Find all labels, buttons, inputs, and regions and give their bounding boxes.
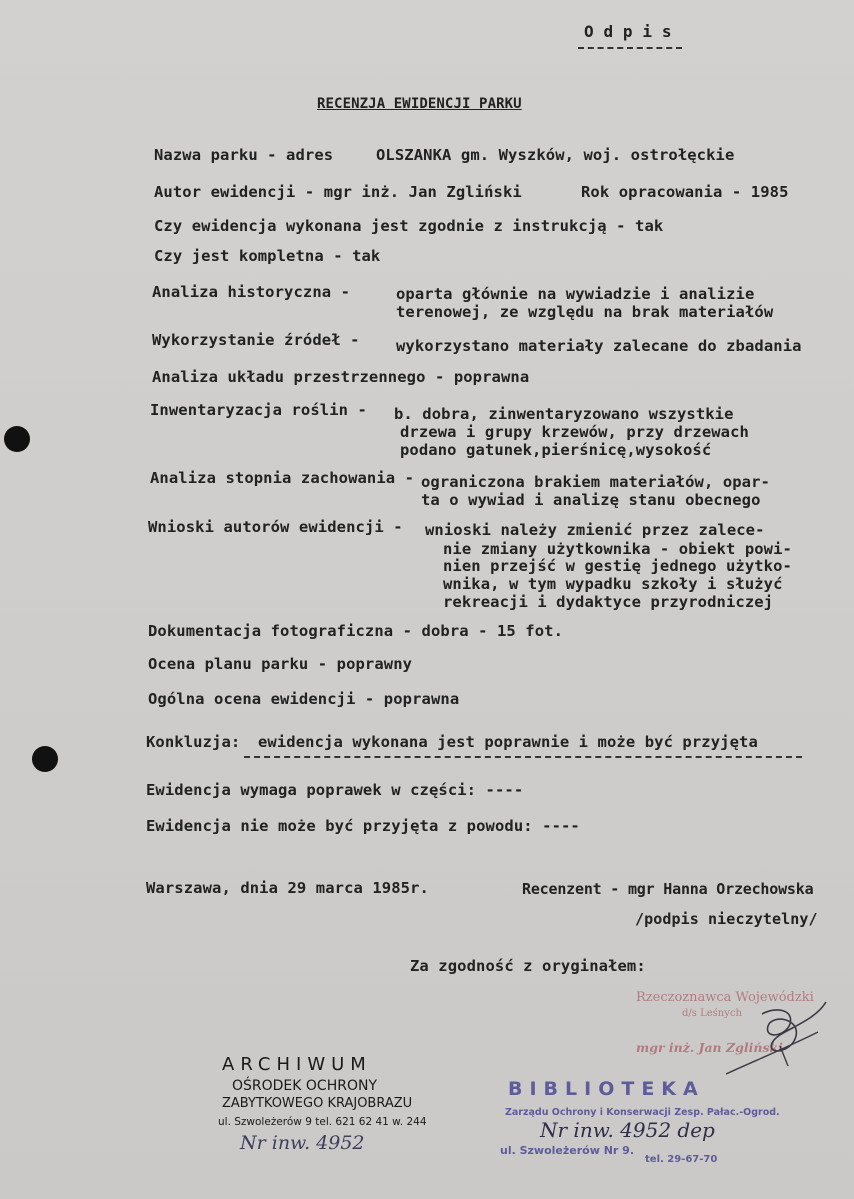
punch-hole-top [4,426,30,452]
odpis-underline [578,47,682,49]
nie-moze-line: Ewidencja nie może być przyjęta z powodu: ---- [146,817,580,835]
wnioski-value-1: wnioski należy zmienić przez zalece- [425,521,765,539]
konkluzja-label: Konkluzja: [146,733,241,751]
reviewer-line: Recenzent - mgr Hanna Orzechowska [522,880,814,898]
inw-value-3: podano gatunek,pierśnicę,wysokość [400,441,712,459]
punch-hole-bottom [32,746,58,772]
hist-value-2: terenowej, ze względu na brak materiałów [396,303,774,321]
inw-value-2: drzewa i grupy krzewów, przy drzewach [400,423,749,441]
expert-stamp-line-2: d/s Leśnych [682,1008,742,1019]
library-stamp-line-4: tel. 29-67-70 [645,1154,718,1165]
document-title: RECENZJA EWIDENCJI PARKU [317,96,522,112]
uklad-line: Analiza układu przestrzennego - poprawna [152,368,530,386]
wnioski-value-2: nie zmiany użytkownika - obiekt powi- [443,540,792,558]
wnioski-label: Wnioski autorów ewidencji - [148,518,403,536]
library-stamp-line-2: Zarządu Ochrony i Konserwacji Zesp. Pałac.-Ogrod. [505,1107,780,1118]
conformity-line: Za zgodność z oryginałem: [410,957,646,975]
signature-note: /podpis nieczytelny/ [635,910,818,928]
archive-stamp-title: ARCHIWUM [222,1054,372,1075]
archive-stamp-line-2: OŚRODEK OCHRONY [232,1078,378,1094]
handwritten-signature [722,996,832,1076]
odpis-label: O d p i s [584,22,672,41]
stopnia-value-1: ograniczona brakiem materiałów, opar- [421,473,770,491]
expert-stamp-line-3: mgr inż. Jan Zgliński [636,1040,783,1055]
inw-label: Inwentaryzacja roślin - [150,401,367,419]
expert-stamp-line-1: Rzeczoznawca Wojewódzki [636,990,814,1005]
foto-line: Dokumentacja fotograficzna - dobra - 15 fot. [148,622,563,640]
konkluzja-value: ewidencja wykonana jest poprawnie i może być przyjęta [258,733,758,751]
place-date: Warszawa, dnia 29 marca 1985r. [146,879,429,897]
nazwa-label: Nazwa parku - adres [154,146,334,164]
archive-inventory-handwritten: Nr inw. 4952 [240,1132,365,1154]
stopnia-label: Analiza stopnia zachowania - [150,469,415,487]
konkluzja-underline [244,756,802,758]
wnioski-value-5: rekreacji i dydaktyce przyrodniczej [443,593,774,611]
library-inventory-handwritten: Nr inw. 4952 dep [540,1118,715,1142]
autor-line: Autor ewidencji - mgr inż. Jan Zgliński [154,183,522,201]
poprawek-line: Ewidencja wymaga poprawek w części: ---- [146,781,524,799]
archive-stamp-line-3: ZABYTKOWEGO KRAJOBRAZU [222,1096,413,1111]
wnioski-value-3: nien przejść w gestię jednego użytko- [443,557,792,575]
hist-value-1: oparta głównie na wywiadzie i analizie [396,285,755,303]
kompletna-line: Czy jest kompletna - tak [154,247,381,265]
inw-value-1: b. dobra, zinwentaryzowano wszystkie [394,405,734,423]
library-stamp-line-3: ul. Szwoleżerów Nr 9. [500,1144,635,1157]
nazwa-value: OLSZANKA gm. Wyszków, woj. ostrołęckie [376,146,735,164]
zgodnie-line: Czy ewidencja wykonana jest zgodnie z instrukcją - tak [154,217,664,235]
plan-line: Ocena planu parku - poprawny [148,655,413,673]
wnioski-value-4: wnika, w tym wypadku szkoły i służyć [443,575,783,593]
hist-label: Analiza historyczna - [152,283,351,301]
ogolna-line: Ogólna ocena ewidencji - poprawna [148,690,460,708]
archive-stamp-line-4: ul. Szwoleżerów 9 tel. 621 62 41 w. 244 [218,1116,427,1128]
zrodel-value: wykorzystano materiały zalecane do zbadania [396,337,802,355]
rok-line: Rok opracowania - 1985 [581,183,789,201]
stopnia-value-2: ta o wywiad i analizę stanu obecnego [421,491,761,509]
zrodel-label: Wykorzystanie źródeł - [152,331,360,349]
library-stamp-title: BIBLIOTEKA [508,1078,705,1100]
